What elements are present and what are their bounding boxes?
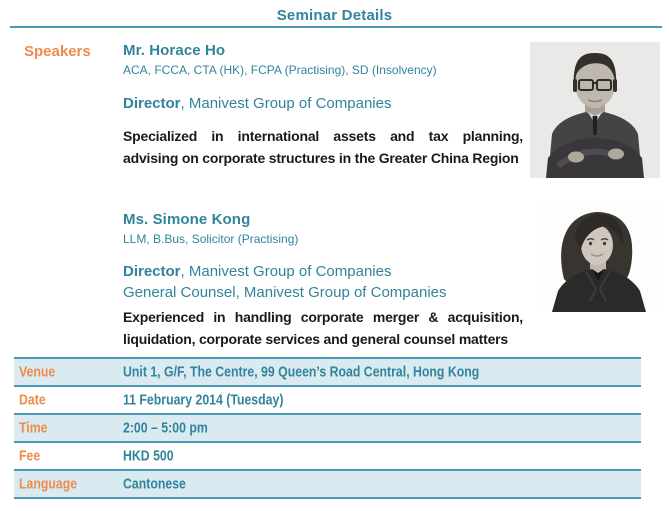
page-title: Seminar Details bbox=[276, 7, 393, 24]
simone-kong-portrait-image bbox=[536, 205, 662, 312]
detail-row-date bbox=[14, 385, 641, 413]
speaker2-role2: General Counsel, Manivest Group of Companies bbox=[123, 284, 447, 301]
details-table bbox=[14, 357, 641, 499]
speaker1-credentials: ACA, FCCA, CTA (HK), FCPA (Practising), SD (Insolvency) bbox=[123, 63, 437, 77]
language-label: Language bbox=[19, 475, 78, 493]
speaker2-bio-line2: liquidation, corporate services and general counsel matters bbox=[123, 331, 508, 347]
speaker1-bio-line1: Specialized in international assets and tax planning, bbox=[123, 128, 523, 144]
speaker2-photo bbox=[536, 205, 662, 312]
time-label: Time bbox=[19, 419, 48, 437]
speaker1-photo bbox=[530, 42, 660, 178]
speakers-label: Speakers bbox=[24, 43, 91, 60]
speaker2-role1 bbox=[123, 263, 391, 280]
date-value: 11 February 2014 (Tuesday) bbox=[123, 391, 284, 409]
fee-label: Fee bbox=[19, 447, 41, 465]
venue-label: Venue bbox=[19, 363, 56, 381]
speaker1-name: Mr. Horace Ho bbox=[123, 42, 226, 59]
speaker2-name: Ms. Simone Kong bbox=[123, 211, 251, 228]
title-underline bbox=[10, 26, 662, 28]
speaker2-role1-title: Director bbox=[123, 263, 181, 280]
horace-ho-portrait-image bbox=[530, 42, 660, 178]
venue-value: Unit 1, G/F, The Centre, 99 Queen’s Road Central, Hong Kong bbox=[123, 363, 480, 381]
speaker1-role-title: Director bbox=[123, 95, 181, 112]
detail-row-fee bbox=[14, 441, 641, 469]
detail-row-language bbox=[14, 469, 641, 497]
speaker1-role bbox=[123, 95, 391, 112]
speaker1-bio-line2: advising on corporate structures in the Greater China Region bbox=[123, 150, 519, 166]
fee-value: HKD 500 bbox=[123, 447, 174, 465]
speaker2-role1-org: , Manivest Group of Companies bbox=[180, 263, 392, 280]
speaker2-credentials: LLM, B.Bus, Solicitor (Practising) bbox=[123, 232, 299, 246]
time-value: 2:00 – 5:00 pm bbox=[123, 419, 208, 437]
speaker1-role-org: , Manivest Group of Companies bbox=[180, 95, 392, 112]
speaker2-bio-line1: Experienced in handling corporate merger & acquisition, bbox=[123, 309, 523, 325]
detail-row-venue bbox=[14, 357, 641, 385]
date-label: Date bbox=[19, 391, 46, 409]
language-value: Cantonese bbox=[123, 475, 186, 493]
detail-row-time bbox=[14, 413, 641, 441]
